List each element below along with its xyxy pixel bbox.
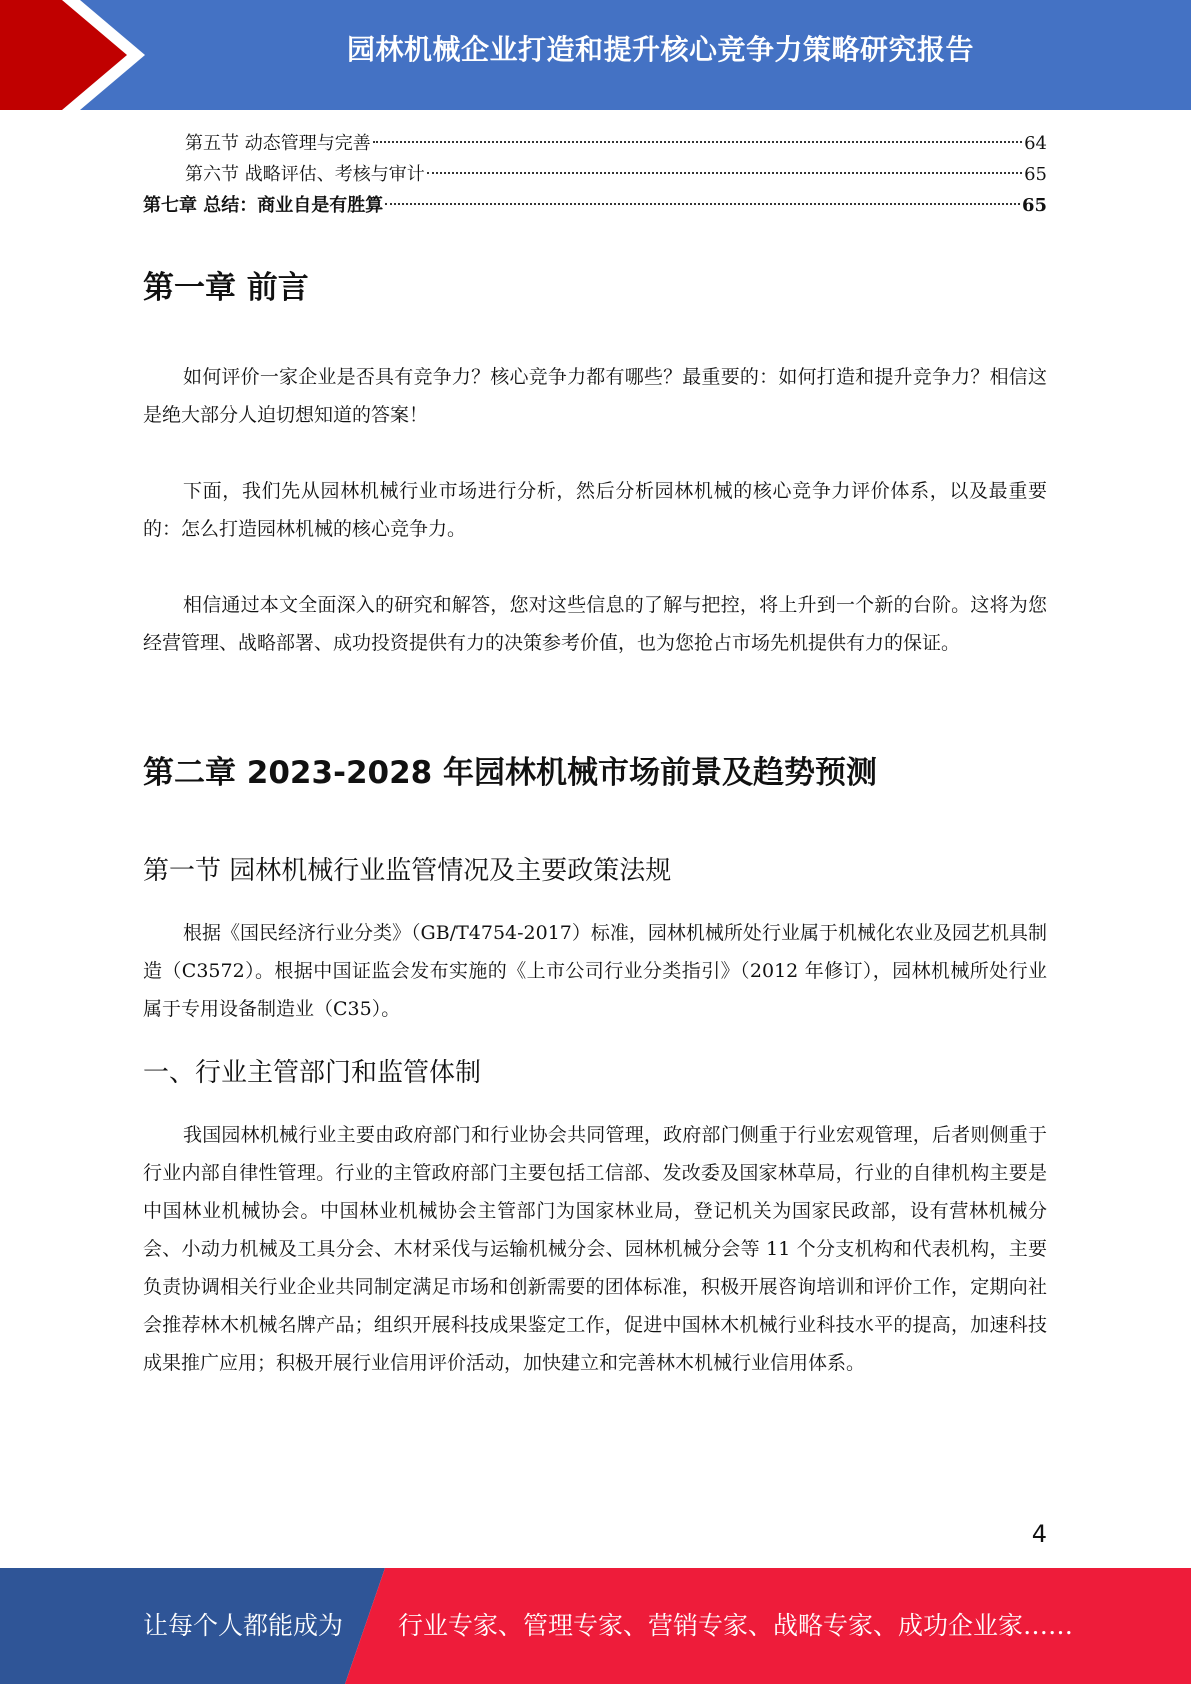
toc-leader-dots — [373, 141, 1022, 143]
toc-entry[interactable] — [143, 128, 1047, 159]
page-number: 4 — [1031, 1520, 1047, 1548]
toc-entry-label: 第七章 总结：商业自是有胜算 — [143, 195, 384, 216]
section-1-title: 第一节 园林机械行业监管情况及主要政策法规 — [143, 856, 672, 886]
chapter-1-title: 第一章 前言 — [143, 270, 309, 306]
subsection-1-paragraph: 我国园林机械行业主要由政府部门和行业协会共同管理，政府部门侧重于行业宏观管理，后者则侧重于行业内部自律性管理。行业的主管政府部门主要包括工信部、发改委及国家林草局，行业的自律机构主要是中国林业机械协会。中国林业机械协会主管部门为国家林业局，登记机关为国家民政部，设有营林机械分会、小动力机械及工具分会、木材采伐与运输机械分会、园林机械分会等 11 个分支机构和代表机构，主要负责协调相关行业企业共同制定满足市场和创新需要的团体标准，积极开展咨询培训和评价工作，定期向社会推荐林木机械名牌产品；组织开展科技成果鉴定工作，促进中国林木机械行业科技水平的提高，加速科技成果推广应用；积极开展行业信用评价活动，加快建立和完善林木机械行业信用体系。 — [143, 1124, 1047, 1374]
footer-slogan-left: 让每个人都能成为 — [143, 1611, 344, 1640]
report-footer — [0, 1568, 1191, 1684]
toc-entry-label: 第六节 战略评估、考核与审计 — [185, 164, 425, 185]
chapter-1-paragraph-2: 下面，我们先从园林机械行业市场进行分析，然后分析园林机械的核心竞争力评价体系，以及最重要的：怎么打造园林机械的核心竞争力。 — [143, 480, 1047, 540]
chapter-1-paragraph-3: 相信通过本文全面深入的研究和解答，您对这些信息的了解与把控，将上升到一个新的台阶。这将为您经营管理、战略部署、成功投资提供有力的决策参考价值，也为您抢占市场先机提供有力的保证。 — [143, 594, 1047, 654]
toc-entry-label: 第五节 动态管理与完善 — [185, 133, 371, 154]
toc-entry-page: 64 — [1024, 133, 1047, 154]
report-header — [0, 0, 1191, 110]
toc-entry-page: 65 — [1024, 164, 1047, 185]
report-title: 园林机械企业打造和提升核心竞争力策略研究报告 — [346, 33, 974, 66]
chapter-2-title: 第二章 2023-2028 年园林机械市场前景及趋势预测 — [143, 755, 878, 791]
table-of-contents — [143, 128, 1047, 221]
toc-entry[interactable] — [143, 159, 1047, 190]
section-1-paragraph: 根据《国民经济行业分类》（GB/T4754-2017）标准，园林机械所处行业属于机械化农业及园艺机具制造（C3572）。根据中国证监会发布实施的《上市公司行业分类指引》（2012 年修订），园林机械所处行业属于专用设备制造业（C35）。 — [143, 922, 1047, 1020]
chapter-1-paragraph-1: 如何评价一家企业是否具有竞争力？核心竞争力都有哪些？最重要的：如何打造和提升竞争力？相信这是绝大部分人迫切想知道的答案！ — [143, 366, 1047, 426]
toc-leader-dots — [427, 172, 1022, 174]
toc-entry[interactable] — [143, 190, 1047, 221]
toc-entry-page: 65 — [1021, 195, 1047, 216]
toc-leader-dots — [385, 203, 1020, 205]
subsection-1-title: 一、行业主管部门和监管体制 — [143, 1058, 482, 1088]
footer-slogan-right: 行业专家、管理专家、营销专家、战略专家、成功企业家…… — [398, 1611, 1074, 1640]
